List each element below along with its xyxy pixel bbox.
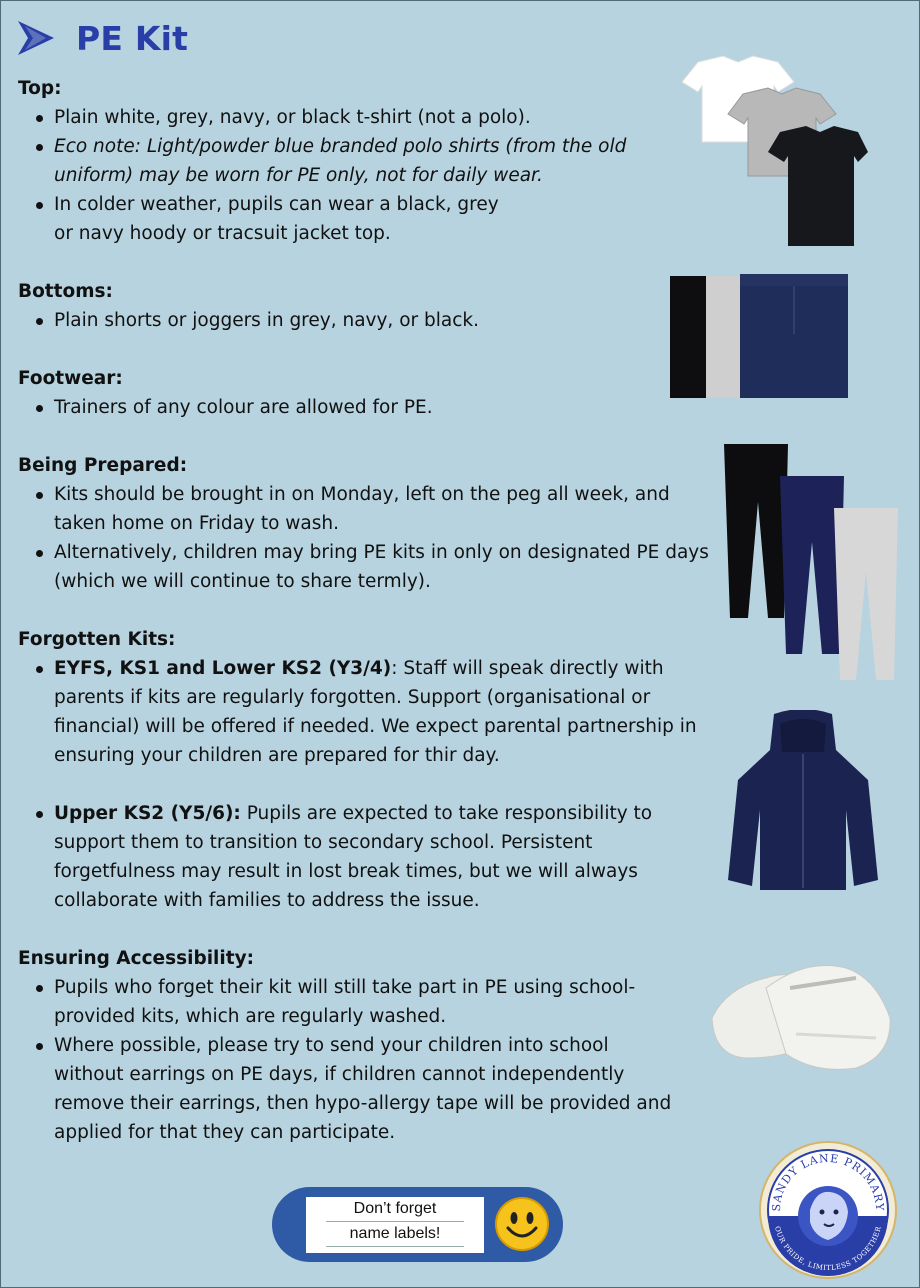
svg-text:OUR PRIDE, LIMITLESS TOGETHER: OUR PRIDE, LIMITLESS TOGETHER [773, 1225, 883, 1273]
list-item-eco-note: Eco note: Light/powder blue branded polo shirts (from the old uniform) may be worn for PE only, not for daily wear. [18, 132, 694, 190]
section-heading: Bottoms: [18, 281, 113, 302]
list-item-text: : Staff will speak directly with parents if kits are regularly forgotten. Support (organisational or financial) will be offered if needed. We expect parental partnership in ensuring your children are prepared for thir day. [54, 658, 697, 766]
section-being-prepared [18, 451, 718, 596]
list-item [18, 654, 704, 770]
section-top [18, 74, 718, 248]
list-item: Plain shorts or joggers in grey, navy, or black. [18, 306, 718, 335]
tshirts-image [668, 52, 868, 252]
note-line-1: Don’t forget [326, 1197, 464, 1222]
smiley-icon [494, 1196, 550, 1252]
chevron-arrow-icon [16, 18, 56, 58]
note-line-2: name labels! [326, 1222, 464, 1247]
list-item-bold: Upper KS2 (Y5/6): [54, 803, 241, 824]
section-accessibility [18, 944, 718, 1147]
list-item: Where possible, please try to send your children into school without earrings on PE days, if children cannot independently remove their earrings, then hypo-allergy tape will be provided and applied for that they can participate. [18, 1031, 684, 1147]
section-heading: Footwear: [18, 368, 123, 389]
section-bottoms [18, 277, 718, 335]
hoody-image [728, 710, 878, 892]
trainers-image [706, 948, 896, 1080]
joggers-image [722, 442, 902, 682]
svg-text:SANDY LANE PRIMARY: SANDY LANE PRIMARY [769, 1151, 887, 1212]
page-title: PE Kit [76, 18, 189, 58]
list-item: In colder weather, pupils can wear a black, grey or navy hoody or tracsuit jacket top. [18, 190, 504, 248]
section-heading: Top: [18, 78, 62, 99]
list-item-text: Pupils are expected to take responsibility to support them to transition to secondary school. Persistent forgetfulness may result in lost break times, but we will always collaborate with families to address the issue. [54, 803, 653, 911]
list-item: Pupils who forget their kit will still take part in PE using school-provided kits, which are regularly washed. [18, 973, 694, 1031]
section-heading: Being Prepared: [18, 455, 188, 476]
school-logo [758, 1140, 898, 1280]
list-item: Alternatively, children may bring PE kits in only on designated PE days (which we will continue to share termly). [18, 538, 714, 596]
name-labels-banner [272, 1187, 563, 1262]
header [16, 18, 188, 58]
section-forgotten-kits [18, 625, 718, 915]
section-heading: Forgotten Kits: [18, 629, 176, 650]
list-item [18, 799, 694, 915]
name-labels-note [306, 1197, 484, 1253]
main-content [18, 74, 718, 1147]
list-item: Kits should be brought in on Monday, left on the peg all week, and taken home on Friday to wash. [18, 480, 694, 538]
list-item-bold: EYFS, KS1 and Lower KS2 (Y3/4) [54, 658, 392, 679]
section-footwear [18, 364, 718, 422]
list-item: Plain white, grey, navy, or black t-shirt (not a polo). [18, 103, 718, 132]
list-item: Trainers of any colour are allowed for PE. [18, 393, 718, 422]
shorts-image [670, 274, 860, 400]
section-heading: Ensuring Accessibility: [18, 948, 255, 969]
